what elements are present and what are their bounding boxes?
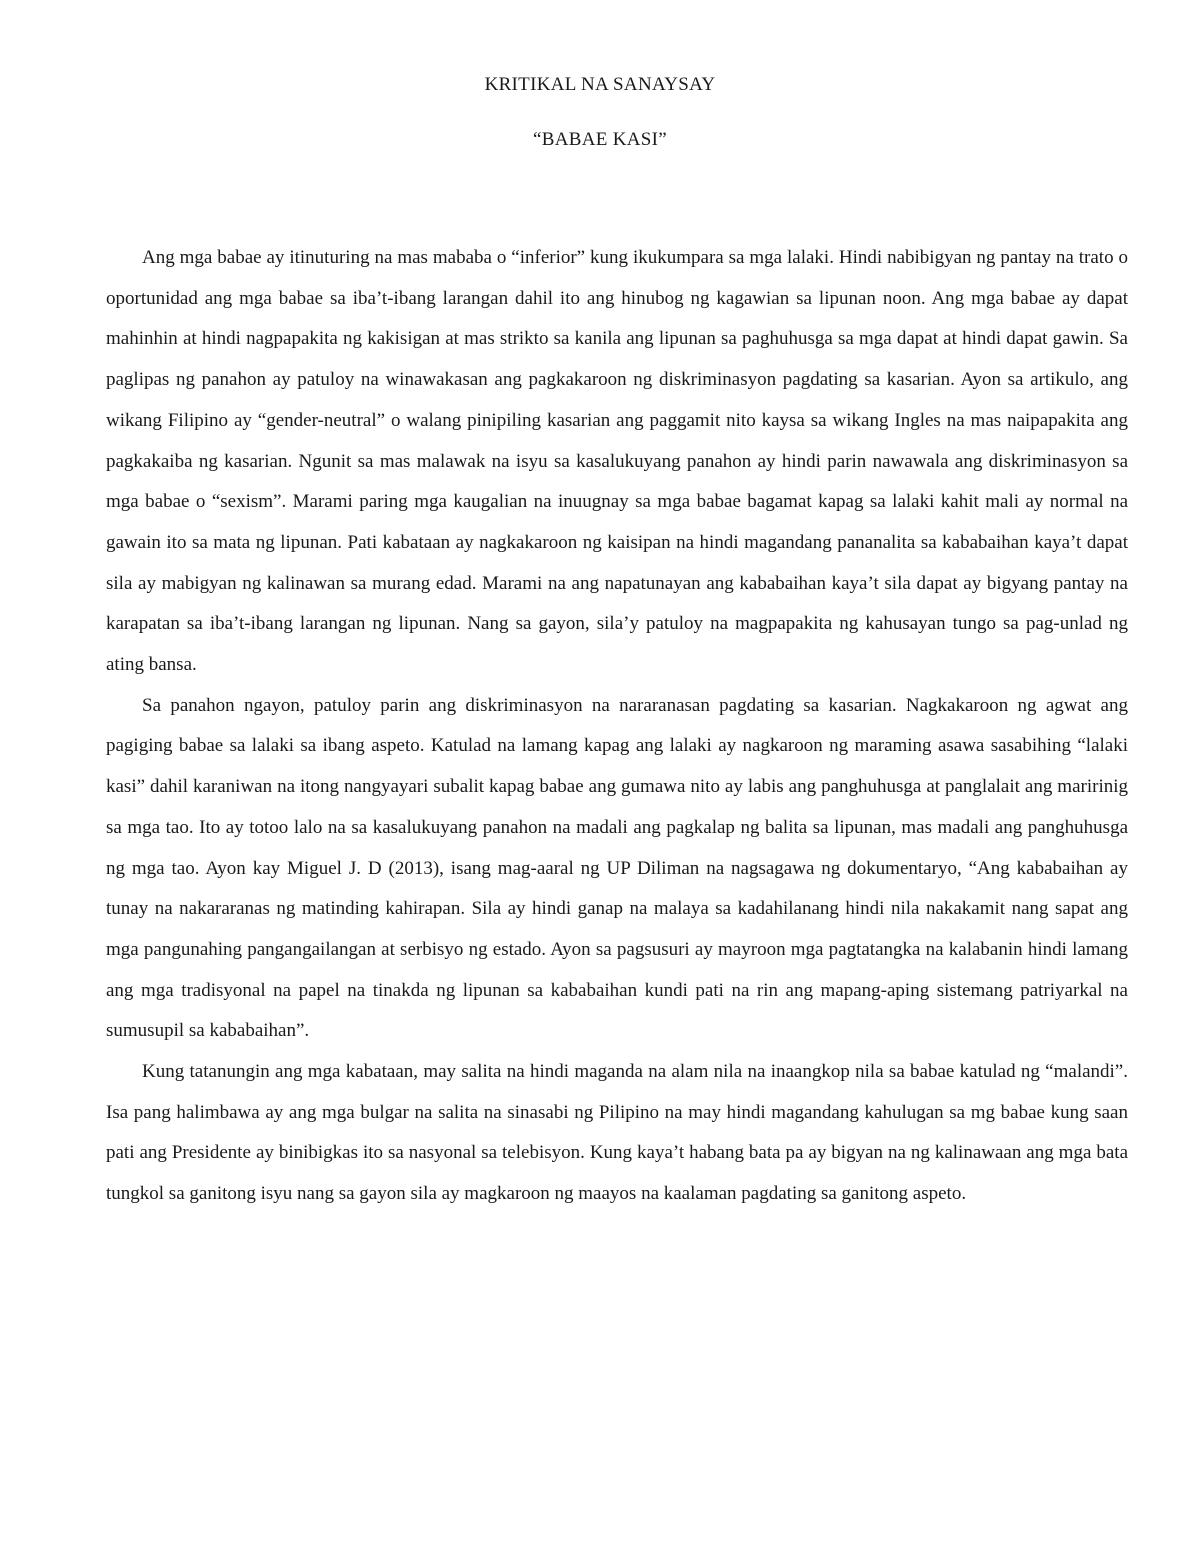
document-title: KRITIKAL NA SANAYSAY [484,74,716,95]
paragraph-3: Kung tatanungin ang mga kabataan, may salita na hindi maganda na alam nila na inaangkop nila sa babae katulad ng “malandi”. Isa pang halimbawa ay ang mga bulgar na salita na sinasabi ng Pilipino na may hindi magandang kahulugan sa mg babae kung saan pati ang Presidente ay binibigkas ito sa nasyonal sa telebisyon. Kung kaya’t habang bata pa ay bigyan na ng kalinawaan ang mga bata tungkol sa ganitong isyu nang sa gayon sila ay magkaroon ng maayos na kaalaman pagdating sa ganitong aspeto. [106,1061,1128,1205]
document-subtitle: “BABAE KASI” [533,129,667,150]
paragraph-2: Sa panahon ngayon, patuloy parin ang diskriminasyon na nararanasan pagdating sa kasarian. Nagkakaroon ng agwat ang pagiging babae sa lalaki sa ibang aspeto. Katulad na lamang kapag ang lalaki ay nagkaroon ng maraming asawa sasabihing “lalaki kasi” dahil karaniwan na itong nangyayari subalit kapag babae ang gumawa nito ay labis ang panghuhusga at panglalait ang maririnig sa mga tao. Ito ay totoo lalo na sa kasalukuyang panahon na madali ang pagkalap ng balita sa lipunan, mas madali ang panghuhusga ng mga tao. Ayon kay Miguel J. D (2013), isang mag-aaral ng UP Diliman na nagsagawa ng dokumentaryo, “Ang kababaihan ay tunay na nakararanas ng matinding kahirapan. Sila ay hindi ganap na malaya sa kadahilanang hindi nila nakakamit nang sapat ang mga pangunahing pangangailangan at serbisyo ng estado. Ayon sa pagsusuri ay mayroon mga pagtatangka na kalabanin hindi lamang ang mga tradisyonal na papel na tinakda ng lipunan sa kababaihan kundi pati na rin ang mapang-aping sistemang patriyarkal na sumusupil sa kababaihan”. [106,694,1128,1042]
essay-body [106,238,1128,1215]
paragraph-1: Ang mga babae ay itinuturing na mas mababa o “inferior” kung ikukumpara sa mga lalaki. Hindi nabibigyan ng pantay na trato o oportunidad ang mga babae sa iba’t-ibang larangan dahil ito ang hinubog ng kagawian sa lipunan noon. Ang mga babae ay dapat mahinhin at hindi nagpapakita ng kakisigan at mas strikto sa kanila ang lipunan sa paghuhusga sa mga dapat at hindi dapat gawin. Sa paglipas ng panahon ay patuloy na winawakasan ang pagkakaroon ng diskriminasyon pagdating sa kasarian. Ayon sa artikulo, ang wikang Filipino ay “gender-neutral” o walang pinipiling kasarian ang paggamit nito kaysa sa wikang Ingles na mas naipapakita ang pagkakaiba ng kasarian. Ngunit sa mas malawak na isyu sa kasalukuyang panahon ay hindi parin nawawala ang diskriminasyon sa mga babae o “sexism”. Marami paring mga kaugalian na inuugnay sa mga babae bagamat kapag sa lalaki kahit mali ay normal na gawain ito sa mata ng lipunan. Pati kabataan ay nagkakaroon ng kaisipan na hindi magandang pananalita sa kababaihan kaya’t dapat sila ay mabigyan ng kalinawan sa murang edad. Marami na ang napatunayan ang kababaihan kaya’t sila dapat ay bigyang pantay na karapatan sa iba’t-ibang larangan ng lipunan. Nang sa gayon, sila’y patuloy na magpapakita ng kahusayan tungo sa pag-unlad ng ating bansa. [106,247,1128,676]
